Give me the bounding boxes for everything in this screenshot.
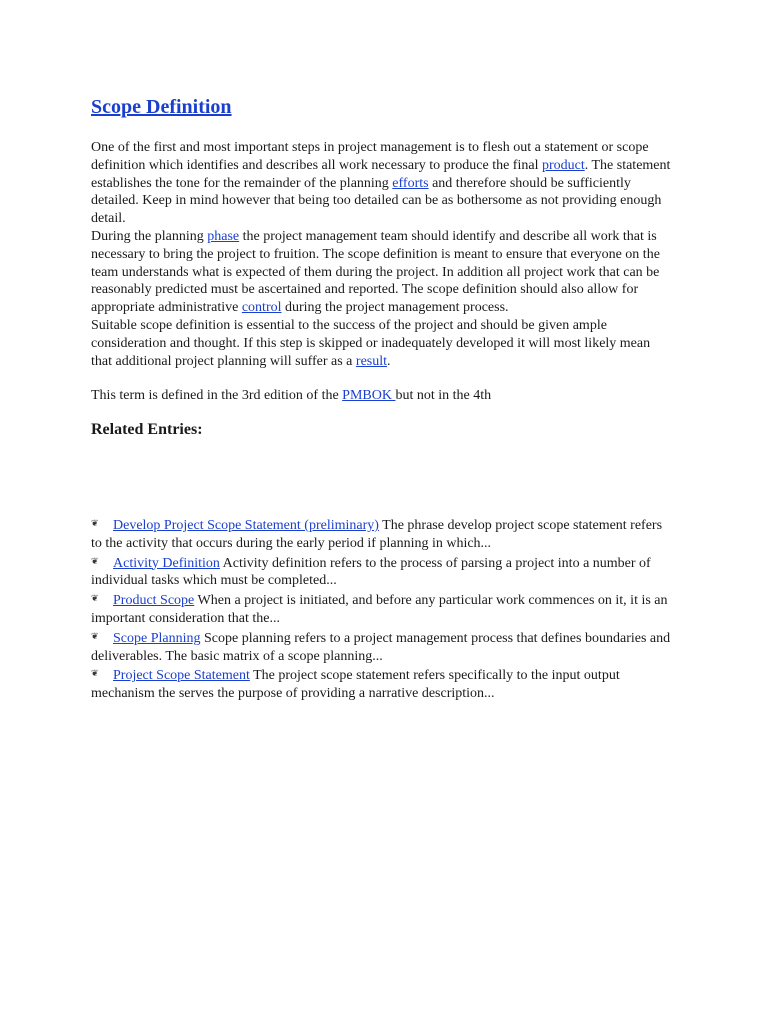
list-item [91, 590, 674, 628]
paragraph-text: Suitable scope definition is essential to the success of the project and should be given ample consideration and thought. If this step is skipped or inadequately developed it will most likely mean that additional project planning will suffer as a [91, 317, 651, 369]
bullet-icon: ❦ [91, 630, 99, 641]
link-pmbok[interactable]: PMBOK [342, 388, 396, 404]
bullet-icon: ❦ [91, 518, 99, 528]
page-title [91, 93, 672, 121]
spacer [91, 370, 672, 387]
link-efforts[interactable]: efforts [392, 175, 429, 191]
paragraph-text: . The statement establishes the tone for the remainder of the planning [91, 157, 671, 191]
related-link[interactable]: Activity Definition [113, 555, 220, 571]
paragraph-text: One of the first and most important steps in project management is to flesh out a statement or scope definition which identifies and describes all work necessary to produce the final [91, 140, 649, 173]
bullet-icon: ❦ [91, 593, 99, 604]
list-item [91, 515, 674, 553]
related-summary: Activity definition refers to the process of parsing a project into a number of individual tasks which must be completed... [91, 555, 651, 589]
link-result[interactable]: result [355, 353, 388, 369]
page-title-link[interactable]: Scope Definition [91, 96, 232, 118]
list-item [91, 628, 674, 666]
related-entries-heading: Related Entries: [91, 421, 203, 439]
related-summary: The project scope statement refers specifically to the input output mechanism the serves the purpose of providing a narrative description... [91, 668, 620, 702]
related-link[interactable]: Product Scope [113, 593, 195, 609]
related-summary: When a project is initiated, and before any particular work commences on it, it is an important consideration that the... [91, 593, 668, 626]
related-entries-list [91, 515, 674, 703]
paragraph-text: During the planning [91, 228, 208, 244]
link-control[interactable]: control [241, 300, 282, 316]
paragraph-text: the project management team should identify and describe all work that is necessary to bring the project to fruition. The scope definition is meant to ensure that everyone on the team understands what is expected of them during the project. In addition all project work that can be reasonably predicted must be ascertained and reported. The scope definition should also allow for appropriate administrative [91, 228, 660, 316]
paragraph-pmbok [91, 387, 672, 405]
paragraph-text: but not in the 4th [395, 388, 492, 404]
related-summary: The phrase develop project scope statement refers to the activity that occurs during the early period if planning in which... [91, 518, 663, 551]
paragraph-text: This term is defined in the 3rd edition of the [91, 388, 343, 404]
paragraph-text: during the project management process. [281, 300, 509, 316]
bullet-icon: ❦ [91, 555, 99, 566]
link-phase[interactable]: phase [207, 228, 240, 244]
paragraph-text: . [387, 353, 391, 369]
list-item [91, 665, 674, 703]
paragraph-text: and therefore should be sufficiently detailed. Keep in mind however that being too detailed can be as bothersome as not providing enough detail. [91, 175, 662, 227]
paragraph-intro [91, 139, 672, 228]
bullet-icon: ❦ [91, 668, 99, 679]
list-item [91, 553, 674, 591]
related-summary: Scope planning refers to a project management process that defines boundaries and deliverables. The basic matrix of a scope planning... [91, 630, 671, 664]
paragraph-suitable [91, 317, 672, 370]
related-link[interactable]: Develop Project Scope Statement (preliminary) [113, 518, 379, 533]
link-product[interactable]: product [541, 157, 585, 173]
related-link[interactable]: Scope Planning [113, 630, 201, 646]
related-link[interactable]: Project Scope Statement [113, 668, 250, 684]
paragraph-planning [91, 228, 672, 317]
